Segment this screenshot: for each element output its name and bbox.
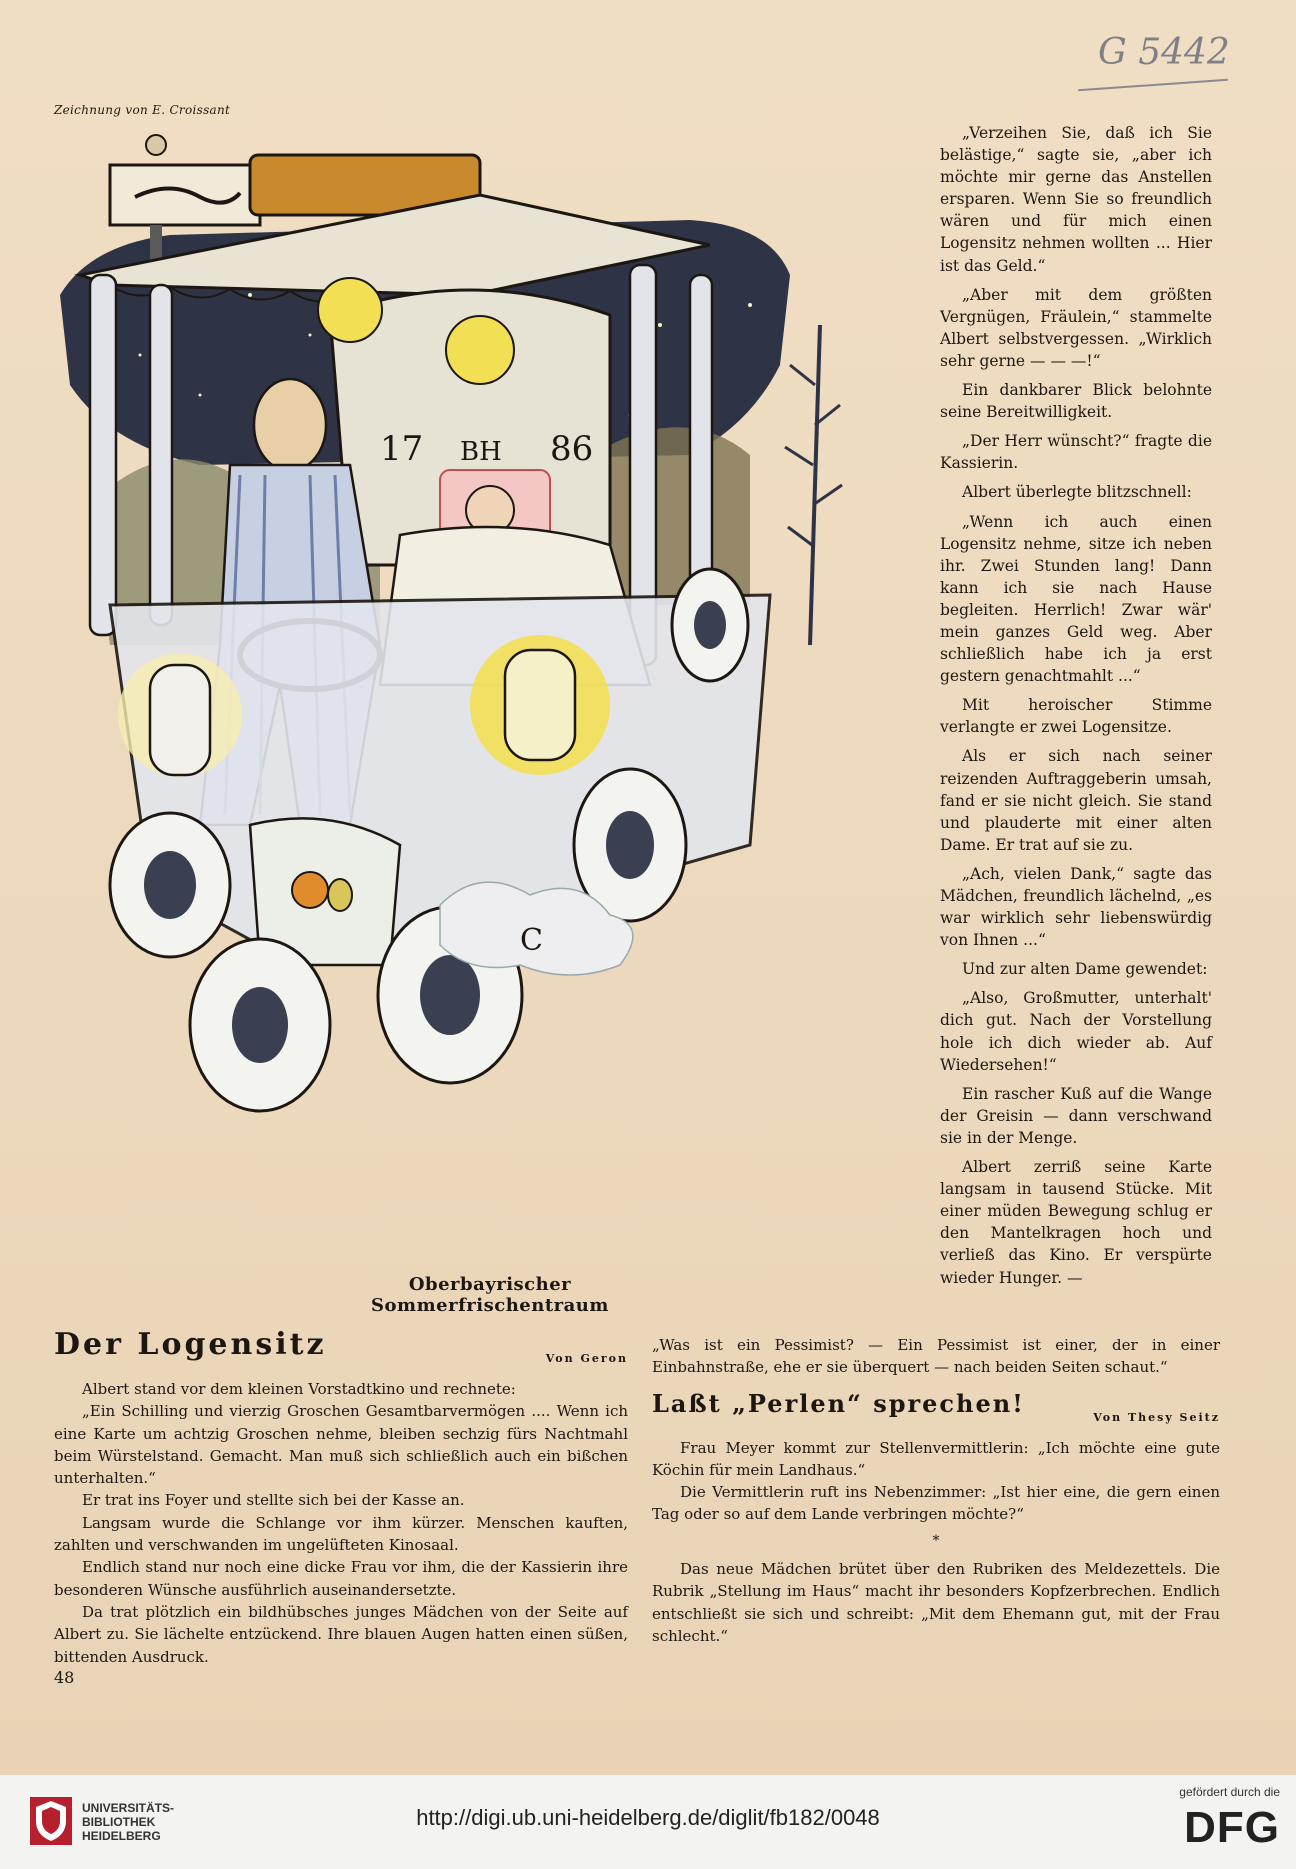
handwritten-shelfmark — [1078, 22, 1248, 102]
page-number: 48 — [54, 1668, 75, 1687]
shelfmark-text: G 5442 — [1098, 32, 1230, 73]
paragraph: „Verzeihen Sie, daß ich Sie belästige,“ sagte sie, „aber ich möchte mir gerne das Anstellen ersparen. Wenn Sie so freundlich wären und für mich einen Logensitz nehmen wollten ... Hier ist das Geld.“ — [940, 124, 1212, 275]
sponsor-text: gefördert durch die — [1179, 1785, 1280, 1799]
article-byline: Von Thesy Seitz — [1093, 1410, 1220, 1424]
paragraph: „Also, Großmutter, unterhalt' dich gut. Nach der Vorstellung hole ich dich wieder ab. Auf Wiedersehen!“ — [940, 989, 1212, 1074]
man-head — [254, 379, 326, 471]
paragraph: „Der Herr wünscht?“ fragte die Kassierin. — [940, 432, 1212, 473]
library-name-line: UNIVERSITÄTS- — [82, 1801, 175, 1815]
paragraph: Frau Meyer kommt zur Stellenvermittlerin: „Ich möchte eine gute Köchin für mein Landhaus.“ — [652, 1438, 1220, 1479]
article-logensitz — [54, 1327, 628, 1668]
article-header — [652, 1388, 1220, 1433]
paragraph: Albert überlegte blitzschnell: — [962, 483, 1192, 502]
story-continuation — [940, 122, 1212, 1296]
right-headlamp — [470, 635, 610, 775]
dfg-logo: DFG — [1184, 1803, 1280, 1852]
artist-signature: C — [520, 923, 543, 958]
library-name-line: BIBLIOTHEK — [82, 1815, 156, 1829]
paragraph: Das neue Mädchen brütet über den Rubriken des Meldezettels. Die Rubrik „Stellung im Haus“ macht ihr besonders Kopfzerbrechen. Endlich entschließt sie sich und schreibt: „Mit dem Ehemann gut, mit der Frau schlecht.“ — [652, 1560, 1220, 1645]
illustration — [50, 125, 920, 1255]
paragraph: „Ein Schilling und vierzig Groschen Gesamtbarvermögen .... Wenn ich eine Karte um achtzig Groschen nehme, bleiben sechzig fürs Nachtmahl beim Würstelstand. Gemacht. Man muß sich schließlich auch ein bißchen unterhalten.“ — [54, 1402, 628, 1488]
paragraph: Da trat plötzlich ein bildhübsches junges Mädchen von der Seite auf Albert zu. Sie lächelte entzückend. Ihre blauen Augen hatten einen süßen, bittenden Ausdruck. — [54, 1602, 628, 1666]
paragraph: Langsam wurde die Schlange vor ihm kürzer. Menschen kauften, zahlten und verschwanden im ungelüfteten Kinosaal. — [54, 1513, 628, 1555]
paragraph: Albert stand vor dem kleinen Vorstadtkino und rechnete: — [82, 1380, 516, 1398]
section-separator: * — [932, 1532, 940, 1549]
paragraph: Die Vermittlerin ruft ins Nebenzimmer: „Ist hier eine, die gern einen Tag oder so auf dem Lande verbringen möchte?“ — [652, 1483, 1220, 1524]
digitization-footer — [0, 1775, 1296, 1869]
article-header — [54, 1327, 628, 1374]
paragraph: „Ach, vielen Dank,“ sagte das Mädchen, freundlich lächelnd, „es war wirklich sehr liebenswürdig von Ihnen ...“ — [940, 864, 1212, 950]
paragraph: „Wenn ich auch einen Logensitz nehme, sitze ich neben ihr. Zwei Stunden lang! Dann kann ich sie nach Hause begleiten. Herrlich! Zwar wär' mein ganzes Geld weg. Aber schließlich habe ich ja erst gestern genachtmahlt ...“ — [940, 512, 1212, 686]
article-perlen — [652, 1334, 1220, 1647]
thistle — [810, 325, 820, 645]
article-byline: Von Geron — [545, 1352, 628, 1365]
paragraph: Endlich stand nur noch eine dicke Frau vor ihm, die der Kassierin ihre besonderen Wünsche ausführlich auseinandersetzte. — [54, 1558, 628, 1599]
paragraph: Und zur alten Dame gewendet: — [962, 960, 1208, 979]
article-title: Laßt „Perlen“ sprechen! — [652, 1388, 1025, 1418]
paragraph: Ein dankbarer Blick belohnte seine Bereitwilligkeit. — [940, 381, 1212, 422]
article-title: Der Logensitz — [54, 1327, 327, 1362]
fruit-pear — [328, 879, 352, 911]
paragraph: Ein rascher Kuß auf die Wange der Greisin — dann verschwand sie in der Menge. — [940, 1084, 1212, 1147]
moon-lamp — [318, 278, 382, 342]
paragraph: Als er sich nach seiner reizenden Auftraggeberin umsah, fand er sie nicht gleich. Sie stand und plauderte mit einer alten Dame. Er trat auf sie zu. — [940, 747, 1212, 854]
paragraph: „Aber mit dem größten Vergnügen, Fräulein,“ stammelte Albert selbstvergessen. „Wirklich sehr gerne — — —!“ — [940, 285, 1212, 370]
fruit-orange — [292, 872, 328, 908]
library-name-line: HEIDELBERG — [82, 1829, 161, 1843]
left-headlamp — [118, 653, 242, 777]
paragraph: Mit heroischer Stimme verlangte er zwei Logensitze. — [940, 696, 1212, 737]
paragraph: Er trat ins Foyer und stellte sich bei der Kasse an. — [82, 1491, 465, 1510]
dfg-sponsor[interactable] — [1140, 1785, 1280, 1853]
pessimist-quote: „Was ist ein Pessimist? — Ein Pessimist ist einer, der in einer Einbahnstraße, ehe er sie überquert — nach beiden Seiten schaut.“ — [652, 1336, 1220, 1377]
source-url-link[interactable]: http://digi.ub.uni-heidelberg.de/diglit/fb182/0048 — [416, 1805, 880, 1830]
illustration-credit: Zeichnung von E. Croissant — [54, 103, 231, 117]
headboard-number-left: 17 — [380, 429, 424, 469]
wall-lamp — [446, 316, 514, 384]
illustration-caption: Oberbayrischer Sommerfrischentraum — [371, 1274, 609, 1316]
paragraph: Albert zerriß seine Karte langsam in tausend Stücke. Mit einer müden Bewegung schlug er den Mantelkragen hoch und verließ das Kino. Er verspürte wieder Hunger. — — [940, 1158, 1212, 1287]
shelfmark-underline — [1078, 79, 1228, 91]
headboard-initials: BH — [460, 437, 502, 467]
headboard-number-right: 86 — [550, 429, 594, 469]
